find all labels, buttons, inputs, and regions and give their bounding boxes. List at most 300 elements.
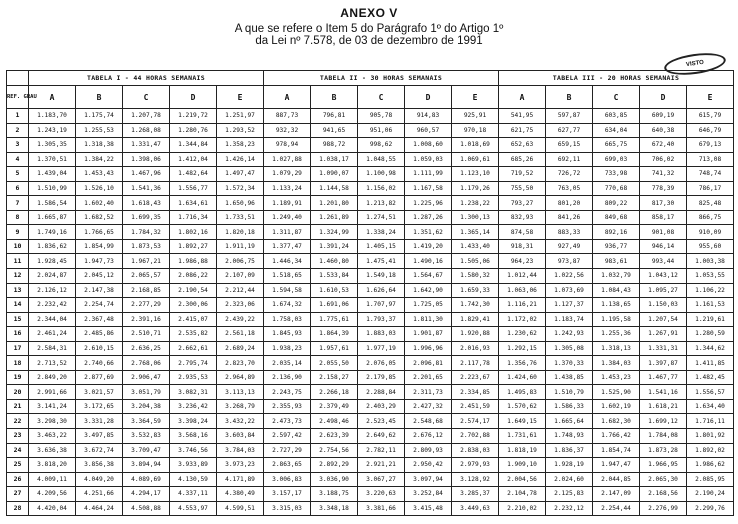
- value-cell: 3.113,13: [217, 385, 264, 400]
- value-cell: 2.107,09: [217, 269, 264, 284]
- value-cell: 1.845,93: [264, 327, 311, 342]
- value-cell: 2.190,24: [687, 487, 734, 502]
- ref-cell: 12: [7, 269, 29, 284]
- value-cell: 2.838,03: [452, 443, 499, 458]
- subtitle-line-1: A que se refere o Item 5 do Parágrafo 1º do Artigo 1º: [234, 23, 504, 35]
- value-cell: 970,18: [452, 123, 499, 138]
- page-title: ANEXO V: [340, 6, 398, 20]
- value-cell: 4.420,04: [29, 501, 76, 516]
- value-cell: 2.510,71: [123, 327, 170, 342]
- value-cell: 1.467,77: [640, 370, 687, 385]
- value-cell: 1.836,62: [29, 239, 76, 254]
- value-cell: 1.331,47: [123, 138, 170, 153]
- value-cell: 2.623,39: [311, 429, 358, 444]
- value-cell: 2.266,18: [311, 385, 358, 400]
- value-cell: 1.201,80: [311, 196, 358, 211]
- value-cell: 1.892,27: [170, 239, 217, 254]
- value-cell: 1.358,23: [217, 138, 264, 153]
- value-cell: 3.204,38: [123, 399, 170, 414]
- value-cell: 1.251,97: [217, 109, 264, 124]
- value-cell: 3.398,24: [170, 414, 217, 429]
- ref-cell: 11: [7, 254, 29, 269]
- value-cell: 2.117,78: [452, 356, 499, 371]
- group-header-tabela-1: TABELA I - 44 HORAS SEMANAIS: [29, 71, 264, 86]
- value-cell: 1.549,18: [358, 269, 405, 284]
- value-cell: 2.473,73: [264, 414, 311, 429]
- value-cell: 2.863,65: [264, 458, 311, 473]
- value-cell: 609,19: [640, 109, 687, 124]
- value-cell: 2.935,53: [170, 370, 217, 385]
- value-cell: 1.384,03: [593, 356, 640, 371]
- value-cell: 2.254,44: [593, 501, 640, 516]
- subtitle-line-2: da Lei nº 7.578, de 03 de dezembro de 1991: [255, 35, 483, 47]
- value-cell: 1.572,34: [217, 181, 264, 196]
- value-cell: 770,68: [593, 181, 640, 196]
- class-header-e: E: [217, 86, 264, 109]
- value-cell: 3.348,18: [311, 501, 358, 516]
- value-cell: 1.742,30: [452, 298, 499, 313]
- value-cell: 2.795,74: [170, 356, 217, 371]
- value-cell: 1.525,90: [593, 385, 640, 400]
- value-cell: 3.082,31: [170, 385, 217, 400]
- value-cell: 1.012,44: [499, 269, 546, 284]
- value-cell: 2.610,15: [76, 341, 123, 356]
- class-header-e: E: [452, 86, 499, 109]
- table-row: [7, 269, 734, 284]
- value-cell: 778,39: [640, 181, 687, 196]
- value-cell: 1.526,10: [76, 181, 123, 196]
- class-header-d: D: [405, 86, 452, 109]
- value-cell: 3.006,83: [264, 472, 311, 487]
- value-cell: 2.809,93: [405, 443, 452, 458]
- value-cell: 1.324,99: [311, 225, 358, 240]
- value-cell: 1.079,29: [264, 167, 311, 182]
- value-cell: 3.141,24: [29, 399, 76, 414]
- value-cell: 1.482,64: [170, 167, 217, 182]
- value-cell: 1.665,64: [546, 414, 593, 429]
- value-cell: 1.280,76: [170, 123, 217, 138]
- value-cell: 793,27: [499, 196, 546, 211]
- value-cell: 1.095,27: [640, 283, 687, 298]
- value-cell: 1.920,88: [452, 327, 499, 342]
- value-cell: 1.836,37: [546, 443, 593, 458]
- value-cell: 2.379,49: [311, 399, 358, 414]
- value-cell: 4.380,49: [217, 487, 264, 502]
- value-cell: 964,23: [499, 254, 546, 269]
- value-cell: 1.586,33: [546, 399, 593, 414]
- value-cell: 1.338,24: [358, 225, 405, 240]
- value-cell: 1.069,61: [452, 152, 499, 167]
- value-cell: 1.261,89: [311, 210, 358, 225]
- value-cell: 3.051,79: [123, 385, 170, 400]
- value-cell: 927,49: [546, 239, 593, 254]
- value-cell: 2.035,14: [264, 356, 311, 371]
- value-cell: 3.856,38: [76, 458, 123, 473]
- value-cell: 1.634,40: [687, 399, 734, 414]
- value-cell: 1.426,14: [217, 152, 264, 167]
- value-cell: 825,48: [687, 196, 734, 211]
- value-cell: 1.731,61: [499, 429, 546, 444]
- value-cell: 1.510,99: [29, 181, 76, 196]
- class-header-b: B: [76, 86, 123, 109]
- ref-cell: 5: [7, 167, 29, 182]
- value-cell: 3.784,03: [217, 443, 264, 458]
- value-cell: 733,98: [593, 167, 640, 182]
- table-row: [7, 225, 734, 240]
- ref-cell: 2: [7, 123, 29, 138]
- value-cell: 2.950,42: [405, 458, 452, 473]
- value-cell: 2.485,86: [76, 327, 123, 342]
- value-cell: 3.220,63: [358, 487, 405, 502]
- table-row: [7, 443, 734, 458]
- value-cell: 993,44: [640, 254, 687, 269]
- value-cell: 1.928,19: [546, 458, 593, 473]
- value-cell: 858,17: [640, 210, 687, 225]
- value-cell: 1.986,88: [170, 254, 217, 269]
- table-row: [7, 370, 734, 385]
- value-cell: 866,75: [687, 210, 734, 225]
- value-cell: 3.449,63: [452, 501, 499, 516]
- value-cell: 1.453,23: [593, 370, 640, 385]
- ref-cell: 17: [7, 341, 29, 356]
- value-cell: 603,85: [593, 109, 640, 124]
- value-cell: 1.300,13: [452, 210, 499, 225]
- value-cell: 2.768,06: [123, 356, 170, 371]
- class-header-a: A: [264, 86, 311, 109]
- value-cell: 1.966,95: [640, 458, 687, 473]
- value-cell: 1.716,34: [170, 210, 217, 225]
- value-cell: 1.475,41: [358, 254, 405, 269]
- value-cell: 2.439,22: [217, 312, 264, 327]
- value-cell: 706,02: [640, 152, 687, 167]
- value-cell: 1.618,21: [640, 399, 687, 414]
- value-cell: 2.662,61: [170, 341, 217, 356]
- value-cell: 1.144,58: [311, 181, 358, 196]
- value-cell: 3.364,59: [123, 414, 170, 429]
- ref-cell: 4: [7, 152, 29, 167]
- value-cell: 1.397,87: [640, 356, 687, 371]
- value-cell: 2.126,12: [29, 283, 76, 298]
- value-cell: 2.403,29: [358, 399, 405, 414]
- value-cell: 3.021,57: [76, 385, 123, 400]
- class-header-a: A: [499, 86, 546, 109]
- value-cell: 1.207,78: [123, 109, 170, 124]
- value-cell: 2.190,54: [170, 283, 217, 298]
- value-cell: 1.610,53: [311, 283, 358, 298]
- value-cell: 4.251,66: [76, 487, 123, 502]
- value-cell: 2.451,59: [452, 399, 499, 414]
- value-cell: 1.365,14: [452, 225, 499, 240]
- value-cell: 1.116,21: [499, 298, 546, 313]
- value-cell: 1.377,47: [264, 239, 311, 254]
- value-cell: 2.355,93: [264, 399, 311, 414]
- value-cell: 1.274,51: [358, 210, 405, 225]
- value-cell: 1.674,32: [264, 298, 311, 313]
- value-cell: 2.311,73: [405, 385, 452, 400]
- table-row: [7, 385, 734, 400]
- value-cell: 1.854,99: [76, 239, 123, 254]
- ref-grau-header: REF. GRAU: [7, 86, 29, 109]
- value-cell: 910,09: [687, 225, 734, 240]
- value-cell: 2.168,85: [123, 283, 170, 298]
- value-cell: 2.004,56: [499, 472, 546, 487]
- value-cell: 679,13: [687, 138, 734, 153]
- value-cell: 918,31: [499, 239, 546, 254]
- value-cell: 1.802,16: [170, 225, 217, 240]
- value-cell: 1.219,72: [170, 109, 217, 124]
- value-cell: 1.490,16: [405, 254, 452, 269]
- value-cell: 2.921,21: [358, 458, 405, 473]
- value-cell: 1.161,53: [687, 298, 734, 313]
- value-cell: 1.749,16: [29, 225, 76, 240]
- value-cell: 2.689,24: [217, 341, 264, 356]
- value-cell: 1.255,53: [76, 123, 123, 138]
- ref-cell: 19: [7, 370, 29, 385]
- value-cell: 874,58: [499, 225, 546, 240]
- value-cell: 1.127,37: [546, 298, 593, 313]
- value-cell: 4.599,51: [217, 501, 264, 516]
- value-cell: 2.649,62: [358, 429, 405, 444]
- value-cell: 1.682,30: [593, 414, 640, 429]
- value-cell: 925,91: [452, 109, 499, 124]
- value-cell: 1.602,40: [76, 196, 123, 211]
- value-cell: 3.381,66: [358, 501, 405, 516]
- class-header-d: D: [640, 86, 687, 109]
- class-header-a: A: [29, 86, 76, 109]
- ref-cell: 27: [7, 487, 29, 502]
- value-cell: 627,77: [546, 123, 593, 138]
- value-cell: 1.854,74: [593, 443, 640, 458]
- salary-table: [6, 70, 734, 516]
- value-cell: 1.370,33: [546, 356, 593, 371]
- value-cell: 2.344,04: [29, 312, 76, 327]
- value-cell: 1.699,35: [123, 210, 170, 225]
- value-cell: 685,26: [499, 152, 546, 167]
- value-cell: 1.460,80: [311, 254, 358, 269]
- value-cell: 809,22: [593, 196, 640, 211]
- value-cell: 3.672,74: [76, 443, 123, 458]
- value-cell: 2.201,65: [405, 370, 452, 385]
- value-cell: 755,50: [499, 181, 546, 196]
- value-cell: 1.351,62: [405, 225, 452, 240]
- value-cell: 3.415,48: [405, 501, 452, 516]
- value-cell: 1.909,10: [499, 458, 546, 473]
- value-cell: 1.497,47: [217, 167, 264, 182]
- ref-cell: 7: [7, 196, 29, 211]
- value-cell: 3.097,94: [405, 472, 452, 487]
- value-cell: 2.391,16: [123, 312, 170, 327]
- value-cell: 1.213,82: [358, 196, 405, 211]
- value-cell: 3.036,90: [311, 472, 358, 487]
- value-cell: 1.172,02: [499, 312, 546, 327]
- value-cell: 1.873,28: [640, 443, 687, 458]
- value-cell: 2.597,42: [264, 429, 311, 444]
- value-cell: 2.254,74: [76, 298, 123, 313]
- table-row: [7, 429, 734, 444]
- value-cell: 1.150,03: [640, 298, 687, 313]
- class-header-c: C: [123, 86, 170, 109]
- value-cell: 3.315,03: [264, 501, 311, 516]
- value-cell: 713,08: [687, 152, 734, 167]
- value-cell: 1.642,90: [405, 283, 452, 298]
- value-cell: 2.210,02: [499, 501, 546, 516]
- value-cell: 2.979,93: [452, 458, 499, 473]
- ref-cell: 26: [7, 472, 29, 487]
- value-cell: 2.277,29: [123, 298, 170, 313]
- value-cell: 1.556,77: [170, 181, 217, 196]
- table-row: [7, 239, 734, 254]
- value-cell: 1.446,34: [264, 254, 311, 269]
- table-row: [7, 254, 734, 269]
- value-cell: 652,63: [499, 138, 546, 153]
- value-cell: 615,79: [687, 109, 734, 124]
- value-cell: 1.405,15: [358, 239, 405, 254]
- value-cell: 1.495,83: [499, 385, 546, 400]
- value-cell: 955,60: [687, 239, 734, 254]
- value-cell: 2.016,93: [452, 341, 499, 356]
- ref-cell: 23: [7, 429, 29, 444]
- value-cell: 1.293,52: [217, 123, 264, 138]
- ref-cell: 3: [7, 138, 29, 153]
- value-cell: 832,93: [499, 210, 546, 225]
- value-cell: 1.510,79: [546, 385, 593, 400]
- value-cell: 1.758,03: [264, 312, 311, 327]
- value-cell: 2.823,70: [217, 356, 264, 371]
- value-cell: 2.892,29: [311, 458, 358, 473]
- value-cell: 1.133,24: [264, 181, 311, 196]
- table-row: [7, 167, 734, 182]
- value-cell: 914,83: [405, 109, 452, 124]
- value-cell: 1.243,19: [29, 123, 76, 138]
- value-cell: 3.568,16: [170, 429, 217, 444]
- value-cell: 2.179,85: [358, 370, 405, 385]
- ref-cell: 20: [7, 385, 29, 400]
- value-cell: 1.602,19: [593, 399, 640, 414]
- value-cell: 1.716,11: [687, 414, 734, 429]
- ref-cell: 24: [7, 443, 29, 458]
- value-cell: 1.864,39: [311, 327, 358, 342]
- value-cell: 4.553,97: [170, 501, 217, 516]
- value-cell: 692,11: [546, 152, 593, 167]
- value-cell: 1.356,76: [499, 356, 546, 371]
- value-cell: 1.665,87: [29, 210, 76, 225]
- value-cell: 2.065,57: [123, 269, 170, 284]
- table-row: [7, 487, 734, 502]
- value-cell: 4.508,88: [123, 501, 170, 516]
- value-cell: 1.957,61: [311, 341, 358, 356]
- value-cell: 3.188,75: [311, 487, 358, 502]
- value-cell: 1.947,73: [76, 254, 123, 269]
- table-row: [7, 283, 734, 298]
- table-row: [7, 327, 734, 342]
- value-cell: 951,06: [358, 123, 405, 138]
- value-cell: 817,30: [640, 196, 687, 211]
- table-row: [7, 472, 734, 487]
- value-cell: 2.065,30: [640, 472, 687, 487]
- value-cell: 1.766,65: [76, 225, 123, 240]
- value-cell: 3.532,83: [123, 429, 170, 444]
- value-cell: 960,57: [405, 123, 452, 138]
- value-cell: 1.008,60: [405, 138, 452, 153]
- group-header-tabela-2: TABELA II - 30 HORAS SEMANAIS: [264, 71, 499, 86]
- value-cell: 2.096,81: [405, 356, 452, 371]
- value-cell: 1.249,40: [264, 210, 311, 225]
- value-cell: 1.820,18: [217, 225, 264, 240]
- value-cell: 2.574,17: [452, 414, 499, 429]
- value-cell: 2.024,60: [546, 472, 593, 487]
- value-cell: 2.024,87: [29, 269, 76, 284]
- class-header-b: B: [546, 86, 593, 109]
- value-cell: 1.391,24: [311, 239, 358, 254]
- class-header-c: C: [593, 86, 640, 109]
- value-cell: 3.236,42: [170, 399, 217, 414]
- ref-cell: 18: [7, 356, 29, 371]
- value-cell: 901,08: [640, 225, 687, 240]
- value-cell: 2.877,69: [76, 370, 123, 385]
- ref-cell: 28: [7, 501, 29, 516]
- value-cell: 2.147,09: [593, 487, 640, 502]
- value-cell: 665,75: [593, 138, 640, 153]
- value-cell: 2.727,29: [264, 443, 311, 458]
- value-cell: 786,17: [687, 181, 734, 196]
- value-cell: 1.111,99: [405, 167, 452, 182]
- value-cell: 3.709,47: [123, 443, 170, 458]
- value-cell: 3.067,27: [358, 472, 405, 487]
- value-cell: 1.873,53: [123, 239, 170, 254]
- value-cell: 2.334,85: [452, 385, 499, 400]
- value-cell: 1.238,22: [452, 196, 499, 211]
- value-cell: 1.100,98: [358, 167, 405, 182]
- value-cell: 634,04: [593, 123, 640, 138]
- value-cell: 1.775,61: [311, 312, 358, 327]
- value-cell: 1.344,62: [687, 341, 734, 356]
- value-cell: 748,74: [687, 167, 734, 182]
- value-cell: 1.084,43: [593, 283, 640, 298]
- value-cell: 2.584,31: [29, 341, 76, 356]
- group-header-tabela-3: TABELA III - 20 HORAS SEMANAIS: [499, 71, 734, 86]
- value-cell: 1.699,12: [640, 414, 687, 429]
- value-cell: 4.009,11: [29, 472, 76, 487]
- value-cell: 1.331,31: [640, 341, 687, 356]
- value-cell: 1.829,41: [452, 312, 499, 327]
- value-cell: 2.232,42: [29, 298, 76, 313]
- value-cell: 1.649,15: [499, 414, 546, 429]
- value-cell: 640,38: [640, 123, 687, 138]
- value-cell: 1.225,96: [405, 196, 452, 211]
- value-cell: 2.367,48: [76, 312, 123, 327]
- value-cell: 1.167,58: [405, 181, 452, 196]
- value-cell: 1.580,32: [452, 269, 499, 284]
- value-cell: 3.252,84: [405, 487, 452, 502]
- ref-cell: 15: [7, 312, 29, 327]
- value-cell: 1.901,87: [405, 327, 452, 342]
- value-cell: 1.059,03: [405, 152, 452, 167]
- value-cell: 1.733,51: [217, 210, 264, 225]
- value-cell: 741,32: [640, 167, 687, 182]
- class-header-c: C: [358, 86, 405, 109]
- value-cell: 1.482,45: [687, 370, 734, 385]
- value-cell: 2.045,12: [76, 269, 123, 284]
- value-cell: 905,78: [358, 109, 405, 124]
- value-cell: 621,75: [499, 123, 546, 138]
- value-cell: 2.427,32: [405, 399, 452, 414]
- value-cell: 1.938,23: [264, 341, 311, 356]
- value-cell: 1.318,13: [593, 341, 640, 356]
- ref-cell: 14: [7, 298, 29, 313]
- value-cell: 883,33: [546, 225, 593, 240]
- value-cell: 3.603,84: [217, 429, 264, 444]
- ref-cell: 9: [7, 225, 29, 240]
